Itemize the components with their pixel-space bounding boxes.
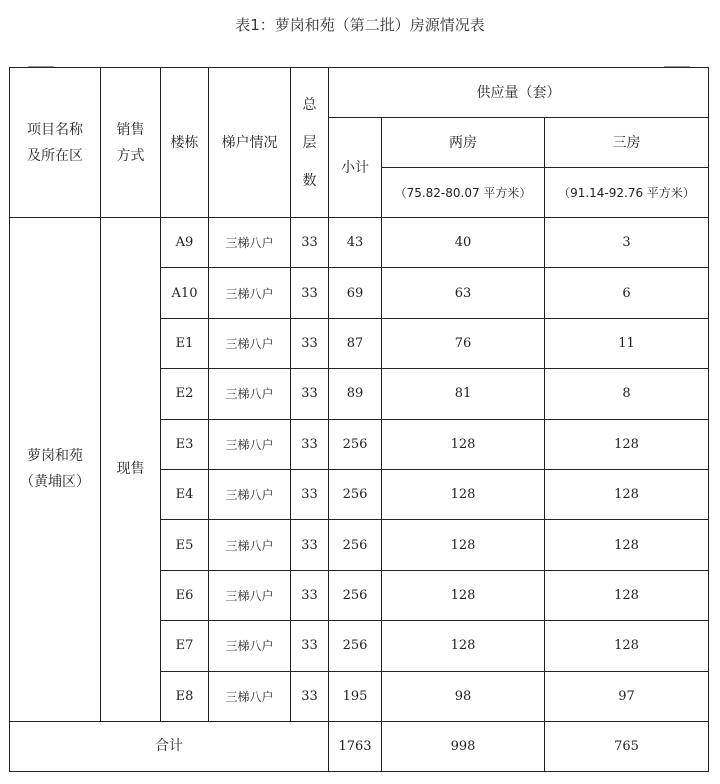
building-cell: A10 [161,268,209,318]
three-room-cell: 128 [545,621,709,671]
total-two-room: 998 [382,721,545,771]
stair-cell: 三梯八户 [209,218,291,268]
housing-table [9,67,709,772]
floors-cell: 33 [291,621,329,671]
two-room-cell: 40 [382,218,545,268]
header-subtotal: 小计 [329,118,382,218]
two-room-cell: 81 [382,369,545,419]
stair-cell: 三梯八户 [209,469,291,519]
floors-cell: 33 [291,318,329,368]
building-cell: E1 [161,318,209,368]
subtotal-cell: 195 [329,671,382,721]
subtotal-cell: 43 [329,218,382,268]
total-three-room: 765 [545,721,709,771]
floors-cell: 33 [291,369,329,419]
two-room-cell: 128 [382,621,545,671]
header-floors: 总 层 数 [291,68,329,218]
header-sales: 销售 方式 [101,68,161,218]
subtotal-cell: 87 [329,318,382,368]
building-cell: E8 [161,671,209,721]
sales-mode-cell: 现售 [101,218,161,722]
total-label: 合计 [10,721,329,771]
header-project: 项目名称 及所在区 [10,68,101,218]
stair-cell: 三梯八户 [209,268,291,318]
building-cell: A9 [161,218,209,268]
stair-cell: 三梯八户 [209,419,291,469]
two-room-cell: 63 [382,268,545,318]
header-three-room: 三房 [545,118,709,168]
floors-cell: 33 [291,671,329,721]
two-room-cell: 128 [382,570,545,620]
building-cell: E7 [161,621,209,671]
three-room-cell: 6 [545,268,709,318]
subtotal-cell: 256 [329,621,382,671]
three-room-cell: 128 [545,520,709,570]
three-room-cell: 128 [545,570,709,620]
subtotal-cell: 256 [329,570,382,620]
two-room-cell: 128 [382,520,545,570]
three-room-cell: 128 [545,469,709,519]
floors-cell: 33 [291,469,329,519]
header-supply: 供应量（套） [329,68,709,118]
stair-cell: 三梯八户 [209,671,291,721]
three-room-cell: 3 [545,218,709,268]
three-room-cell: 128 [545,419,709,469]
header-two-room: 两房 [382,118,545,168]
floors-cell: 33 [291,419,329,469]
floors-cell: 33 [291,268,329,318]
subtotal-cell: 256 [329,520,382,570]
floors-cell: 33 [291,570,329,620]
two-room-cell: 128 [382,419,545,469]
two-room-cell: 128 [382,469,545,519]
total-row [10,721,709,771]
floors-cell: 33 [291,520,329,570]
stair-cell: 三梯八户 [209,318,291,368]
floors-cell: 33 [291,218,329,268]
stair-cell: 三梯八户 [209,369,291,419]
three-room-cell: 8 [545,369,709,419]
three-room-cell: 11 [545,318,709,368]
header-stair: 梯户情况 [209,68,291,218]
subtotal-cell: 256 [329,419,382,469]
stair-cell: 三梯八户 [209,570,291,620]
building-cell: E5 [161,520,209,570]
building-cell: E3 [161,419,209,469]
two-room-cell: 98 [382,671,545,721]
project-name-cell: 萝岗和苑 （黄埔区） [10,218,101,722]
header-two-room-area: （75.82-80.07 平方米） [382,168,545,218]
stair-cell: 三梯八户 [209,520,291,570]
total-subtotal: 1763 [329,721,382,771]
header-building: 楼栋 [161,68,209,218]
building-cell: E2 [161,369,209,419]
subtotal-cell: 89 [329,369,382,419]
three-room-cell: 97 [545,671,709,721]
subtotal-cell: 69 [329,268,382,318]
stair-cell: 三梯八户 [209,621,291,671]
table-row [10,218,709,268]
building-cell: E4 [161,469,209,519]
two-room-cell: 76 [382,318,545,368]
header-three-room-area: （91.14-92.76 平方米） [545,168,709,218]
table-title: 表1：萝岗和苑（第二批）房源情况表 [235,16,485,34]
subtotal-cell: 256 [329,469,382,519]
building-cell: E6 [161,570,209,620]
